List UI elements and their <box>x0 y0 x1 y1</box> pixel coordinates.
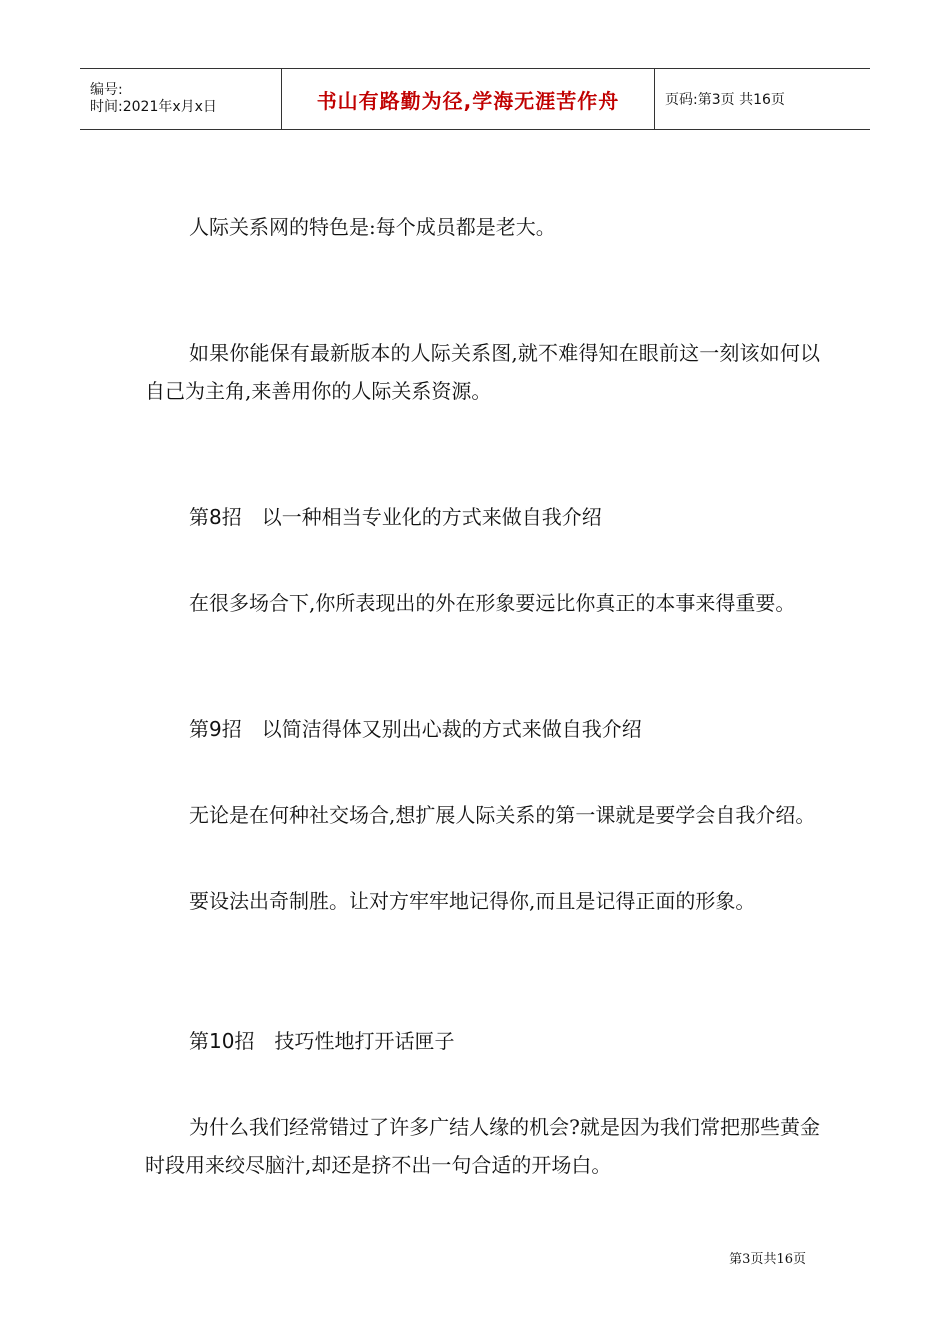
paragraph: 无论是在何种社交场合,想扩展人际关系的第一课就是要学会自我介绍。 <box>189 803 816 827</box>
header-meta <box>80 69 281 129</box>
page-header <box>80 68 870 130</box>
section-heading: 第10招 技巧性地打开话匣子 <box>189 1029 455 1053</box>
section-heading: 第8招 以一种相当专业化的方式来做自我介绍 <box>189 505 602 529</box>
paragraph: 人际关系网的特色是:每个成员都是老大。 <box>189 215 556 239</box>
paragraph: 如果你能保有最新版本的人际关系图,就不难得知在眼前这一刻该如何以自己为主角,来善用你的人际关系资源。 <box>145 341 820 403</box>
header-motto-cell <box>281 69 655 129</box>
paragraph: 在很多场合下,你所表现出的外在形象要远比你真正的本事来得重要。 <box>189 591 796 615</box>
header-motto: 书山有路勤为径,学海无涯苦作舟 <box>316 88 620 113</box>
paragraph: 要设法出奇制胜。让对方牢牢地记得你,而且是记得正面的形象。 <box>189 889 756 913</box>
header-page-cell <box>655 69 870 129</box>
section-heading: 第9招 以简洁得体又别出心裁的方式来做自我介绍 <box>189 717 642 741</box>
document-date: 时间:2021年x月x日 <box>90 99 217 115</box>
document-body <box>145 208 820 1184</box>
page-footer: 第3页共16页 <box>729 1252 806 1267</box>
document-code-label: 编号: <box>90 82 123 98</box>
paragraph: 为什么我们经常错过了许多广结人缘的机会?就是因为我们常把那些黄金时段用来绞尽脑汁,却还是挤不出一句合适的开场白。 <box>145 1115 820 1177</box>
header-page-number: 页码:第3页 共16页 <box>665 92 785 108</box>
